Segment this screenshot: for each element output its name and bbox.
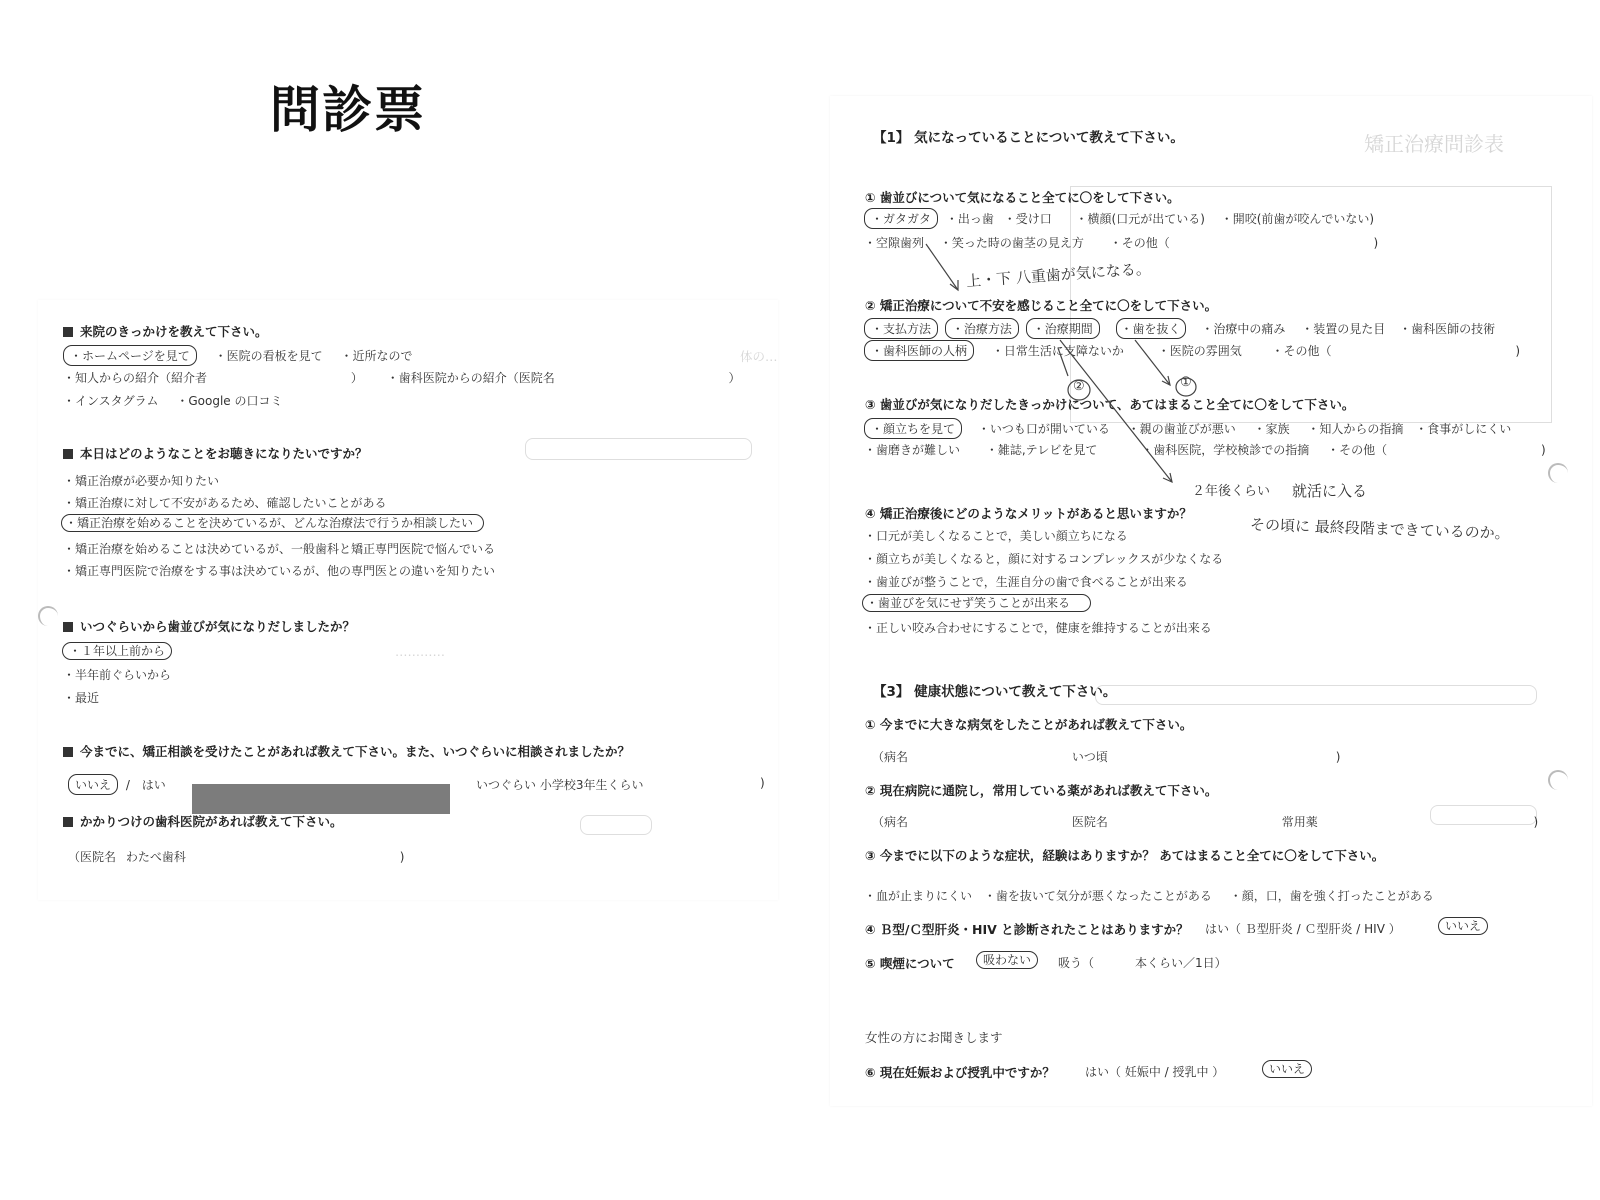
option-daily-life[interactable]: ・日常生活に支障ないか [991, 344, 1124, 358]
option-protrusion[interactable]: ・出っ歯 [945, 212, 994, 226]
women-note: 女性の方にお聞きします [865, 1030, 1003, 1045]
q3-option[interactable]: ・半年前ぐらいから [63, 668, 172, 682]
q2-heading: 本日はどのようなことをお聴きになりたいですか？ [63, 444, 368, 462]
option-method[interactable]: ・治療方法 [945, 318, 1019, 339]
option-spacing[interactable]: ・空隙歯列 [864, 236, 925, 250]
s1-q2-heading: ② 矯正治療について不安を感じること全てに〇をして下さい。 [865, 298, 1218, 313]
option-face[interactable]: ・顔立ちを見て [864, 418, 962, 439]
arrow-line [1135, 340, 1170, 385]
option-duration[interactable]: ・治療期間 [1026, 318, 1100, 339]
option-media[interactable]: ・雑誌,テレビを見て [985, 443, 1098, 457]
handwritten-note: 就活に入る [1292, 482, 1368, 500]
s1-q4-heading: ④ 矯正治療後にどのようなメリットがあると思いますか？ [865, 506, 1192, 521]
close-paren: ） [350, 371, 363, 385]
option-underbite[interactable]: ・受け口 [1003, 212, 1052, 226]
s3-q3-heading: ③ 今までに以下のような症状，経験はありますか？ あてはまること全てに〇をして下さい。 [865, 848, 1385, 863]
option-other[interactable]: ・その他（ [1109, 236, 1170, 250]
option-extraction[interactable]: ・歯を抜く [1116, 318, 1186, 339]
s1-q1-heading: ① 歯並びについて気になること全てに〇をして下さい。 [865, 190, 1180, 205]
q2-option-circled[interactable]: ・矯正治療を始めることを決めているが、どんな治療法で行うか相談したい [61, 514, 484, 531]
field-disease[interactable]: （病名 [872, 750, 909, 764]
option-personality[interactable]: ・歯科医師の人柄 [864, 340, 974, 361]
s3-q5-yes[interactable]: 吸う（ [1058, 956, 1095, 970]
s3-q5-heading: ⑤ 喫煙について [865, 956, 955, 971]
q5-heading: かかりつけの歯科医院があれば教えて下さい。 [63, 812, 343, 830]
s1-q3-heading: ③ 歯並びが気になりだしたきっかけについて、あてはまること全てに〇をして下さい。 [865, 397, 1355, 412]
s3-q6-heading: ⑥ 現在妊娠および授乳中ですか？ [865, 1065, 1055, 1080]
option-acquaintance[interactable]: ・知人からの指摘 [1307, 422, 1404, 436]
q4-heading: 今までに、矯正相談を受けたことがあれば教えて下さい。また、いつぐらいに相談されましたか？ [63, 742, 630, 760]
option-injury[interactable]: ・顔，口，歯を強く打ったことがある [1229, 889, 1434, 903]
option-brushing[interactable]: ・歯磨きが難しい [864, 443, 961, 457]
page-title: 問診票 [270, 81, 426, 139]
close-paren: ) [1533, 815, 1539, 829]
s3-q4-heading: ④ Ｂ型/Ｃ型肝炎・HIV と診断されたことはありますか？ [865, 922, 1189, 937]
close-paren: ） [728, 371, 741, 385]
close-paren: ) [399, 850, 405, 864]
q3-option[interactable]: ・最近 [63, 691, 100, 705]
s3-q6-no[interactable]: いいえ [1262, 1060, 1312, 1077]
arrow-line [1060, 340, 1172, 482]
section3-heading: 【3】 健康状態について教えて下さい。 [873, 684, 1117, 700]
option-referral[interactable]: ・知人からの紹介（紹介者 [63, 371, 208, 385]
close-paren: ) [1515, 344, 1521, 358]
handwritten-circle [1176, 378, 1196, 396]
section1-heading: 【1】 気になっていることについて教えて下さい。 [873, 130, 1184, 146]
s1-q4-option[interactable]: ・口元が美しくなることで，美しい顔立ちになる [864, 529, 1128, 543]
option-clinic-referral[interactable]: ・歯科医院からの紹介（医院名 [386, 371, 555, 385]
handwritten-note: その頃に 最終段階まできているのか。 [1249, 515, 1510, 543]
option-parents[interactable]: ・親の歯並びが悪い [1127, 422, 1236, 436]
handwritten-mark-2: ② [1073, 379, 1085, 394]
option-family[interactable]: ・家族 [1253, 422, 1290, 436]
s3-q5-no[interactable]: 吸わない [976, 951, 1038, 968]
s3-q4-no[interactable]: いいえ [1438, 917, 1488, 934]
option-atmosphere[interactable]: ・医院の雰囲気 [1157, 344, 1242, 358]
handwritten-note: ２年後くらい [1192, 484, 1271, 499]
s1-q4-option[interactable]: ・正しい咬み合わせにすることで，健康を維持することが出来る [864, 621, 1212, 635]
s1-q4-option-circled[interactable]: ・歯並びを気にせず笑うことが出来る [862, 594, 1091, 611]
clinic-name[interactable]: わたべ歯科 [125, 850, 186, 864]
close-paren: ) [1540, 443, 1546, 457]
option-profile[interactable]: ・横顔(口元が出ている) [1075, 212, 1205, 226]
answer-yes[interactable]: はい [141, 778, 166, 792]
handwritten-note: 上・下 八重歯が気になる。 [965, 259, 1152, 291]
option-gummy-smile[interactable]: ・笑った時の歯茎の見え方 [939, 236, 1084, 250]
clinic-prefix: （医院名 [68, 850, 117, 864]
q3-option-circled[interactable]: ・１年以上前から [62, 642, 172, 659]
option-payment[interactable]: ・支払方法 [864, 318, 938, 339]
s1-q4-option[interactable]: ・歯並びが整うことで，生涯自分の歯で食べることが出来る [864, 575, 1188, 589]
option-appearance[interactable]: ・装置の見た目 [1301, 322, 1386, 336]
ghost-text: 体の… [740, 349, 778, 364]
option-other[interactable]: ・その他（ [1327, 443, 1388, 457]
field-clinic[interactable]: 医院名 [1071, 815, 1108, 829]
option-crowding[interactable]: ・ガタガタ [864, 208, 938, 229]
s1-q4-option[interactable]: ・顔立ちが美しくなると，顔に対するコンプレックスが少なくなる [864, 552, 1224, 566]
ghost-text: 矯正治療問診表 [1364, 132, 1504, 156]
arrow-line [1058, 348, 1068, 376]
close-paren: ) [1373, 236, 1379, 250]
option-other[interactable]: ・その他（ [1271, 344, 1332, 358]
close-paren: ) [760, 776, 765, 790]
q2-option[interactable]: ・矯正治療に対して不安があるため、確認したいことがある [63, 496, 387, 510]
close-paren: ) [1335, 750, 1341, 764]
ghost-text: ………… [395, 644, 445, 659]
option-nearby[interactable]: ・近所なので [340, 349, 413, 363]
handwritten-circle [1068, 380, 1090, 400]
option-open-bite[interactable]: ・開咬(前歯が咬んでいない) [1220, 212, 1375, 226]
option-bleeding[interactable]: ・血が止まりにくい [864, 889, 973, 903]
option-signboard[interactable]: ・医院の看板を見て [214, 349, 323, 363]
field-when[interactable]: いつ頃 [1071, 750, 1108, 764]
s3-q6-yes[interactable]: はい（ 妊娠中 / 授乳中 ） [1085, 1065, 1225, 1079]
q2-option[interactable]: ・矯正専門医院で治療をする事は決めているが、他の専門医との違いを知りたい [63, 564, 496, 578]
answer-no[interactable]: いいえ [68, 774, 118, 795]
option-pain[interactable]: ・治療中の痛み [1201, 322, 1286, 336]
option-skill[interactable]: ・歯科医師の技術 [1399, 322, 1496, 336]
field-disease[interactable]: （病名 [872, 815, 909, 829]
s3-q5-amount[interactable]: 本くらい／1日） [1135, 956, 1227, 970]
option-eating[interactable]: ・食事がしにくい [1415, 422, 1512, 436]
option-homepage[interactable]: ・ホームページを見て [63, 345, 197, 366]
q1-heading: 来院のきっかけを教えて下さい。 [63, 322, 268, 340]
handwritten-mark-1: ① [1180, 375, 1192, 390]
arrow-line [926, 244, 958, 290]
option-instagram[interactable]: ・インスタグラム [63, 394, 159, 408]
q2-option[interactable]: ・矯正治療が必要か知りたい [63, 474, 220, 488]
option-google-reviews[interactable]: ・Google の口コミ [176, 394, 283, 408]
q3-heading: いつぐらいから歯並びが気になりだしましたか？ [63, 617, 355, 635]
slash: / [125, 778, 130, 792]
option-checkup[interactable]: ・歯科医院，学校検診での指摘 [1141, 443, 1310, 457]
field-medication[interactable]: 常用薬 [1281, 815, 1318, 829]
s3-q4-yes[interactable]: はい（ Ｂ型肝炎 / Ｃ型肝炎 / HIV ） [1205, 922, 1401, 936]
q4-when: いつぐらい 小学校3年生くらい [476, 778, 644, 792]
s3-q2-heading: ② 現在病院に通院し，常用している薬があれば教えて下さい。 [865, 783, 1218, 798]
s3-q1-heading: ① 今までに大きな病気をしたことがあれば教えて下さい。 [865, 717, 1193, 732]
option-extraction-sick[interactable]: ・歯を抜いて気分が悪くなったことがある [983, 889, 1212, 903]
option-mouth-open[interactable]: ・いつも口が開いている [977, 422, 1110, 436]
q2-option[interactable]: ・矯正治療を始めることは決めているが、一般歯科と矯正専門医院で悩んでいる [63, 542, 496, 556]
